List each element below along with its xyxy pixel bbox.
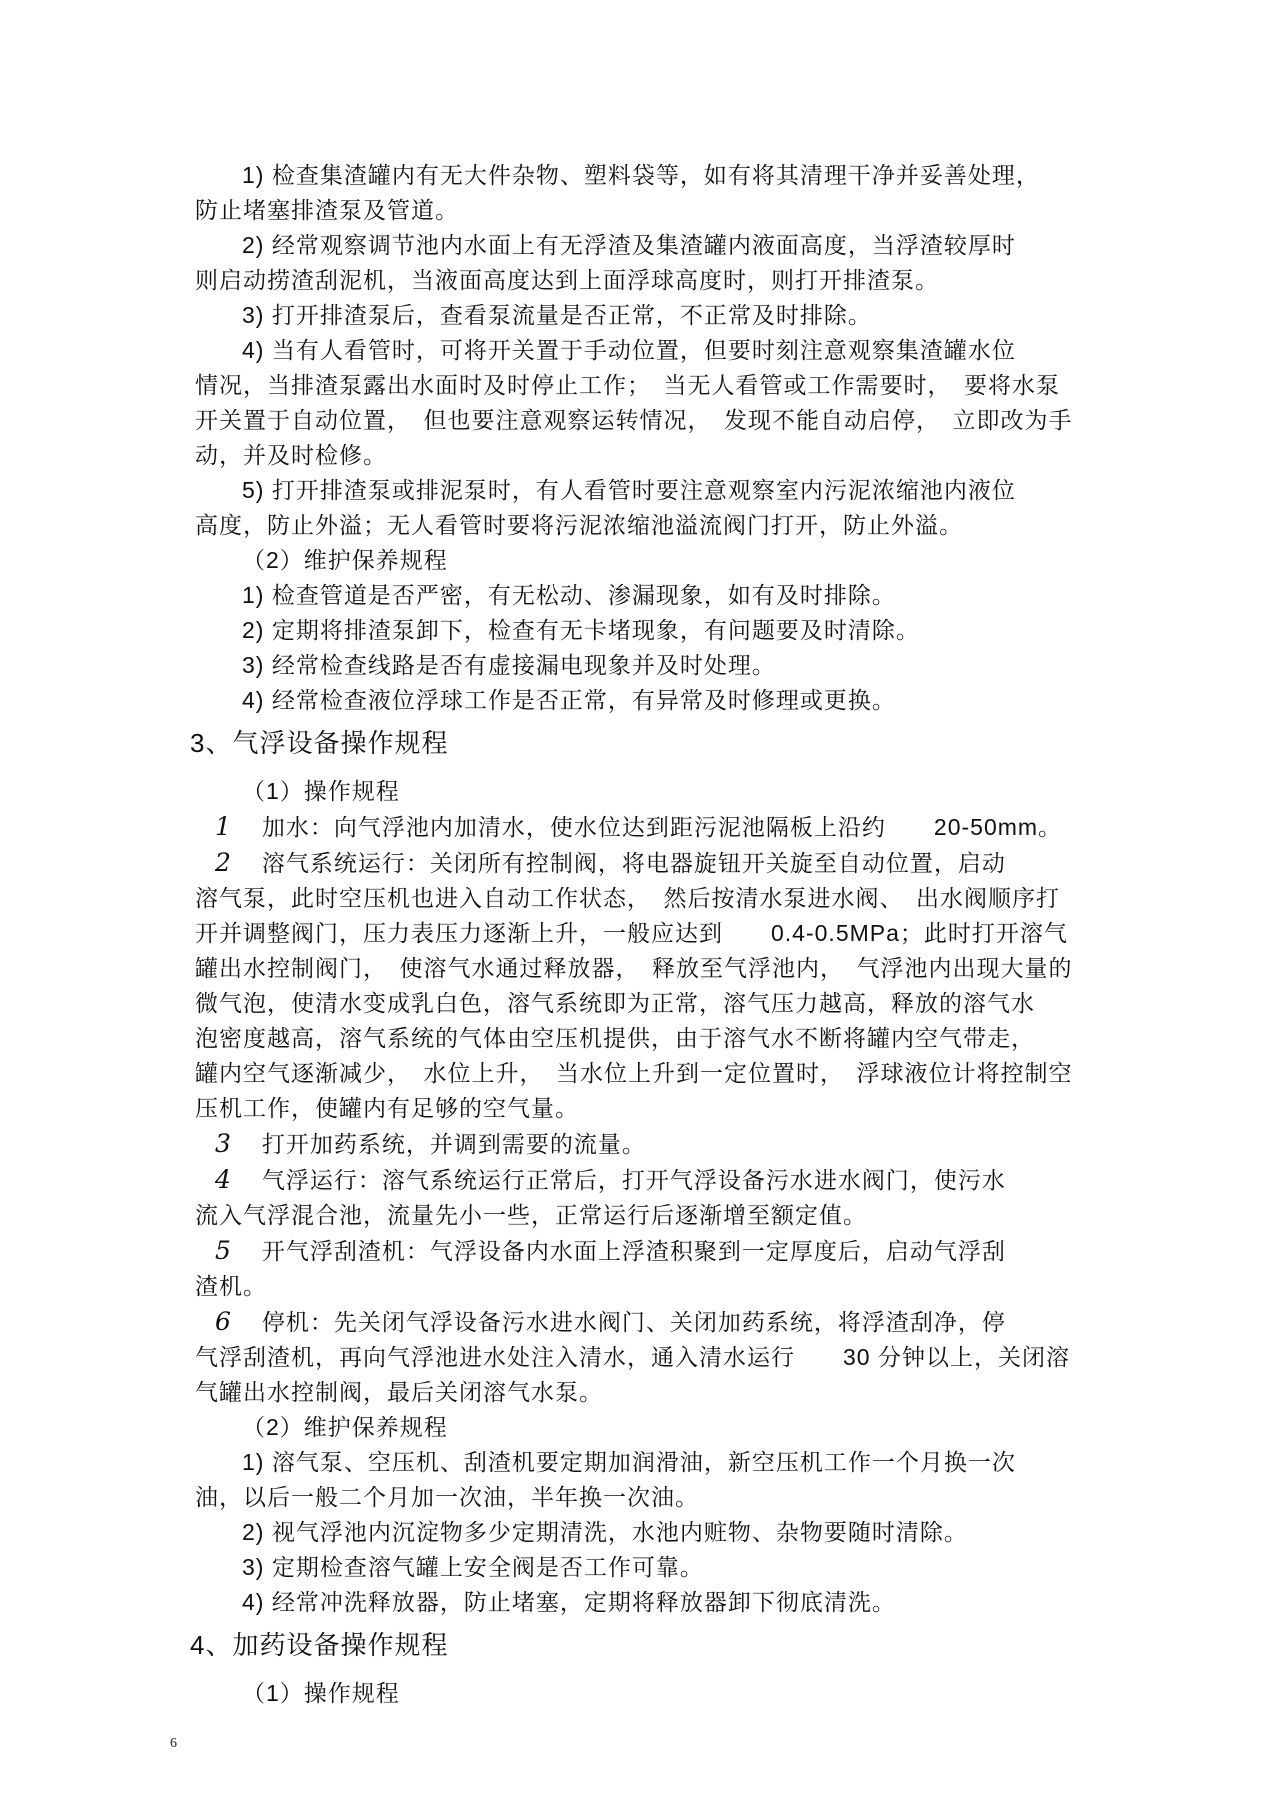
list-item-line: 1) 溶气泵、空压机、刮渣机要定期加润滑油，新空压机工作一个月换一次	[242, 1449, 1016, 1475]
list-item-text: 开气浮刮渣机：气浮设备内水面上浮渣积聚到一定厚度后，启动气浮刮	[261, 1238, 1006, 1264]
list-item-text: 加水：向气浮池内加清水，使水位达到距污泥池隔板上沿约 20-50mm。	[261, 814, 1063, 840]
list-item-line	[195, 1126, 1115, 1162]
list-item-line: 3) 经常检查线路是否有虚接漏电现象并及时处理。	[242, 652, 776, 678]
paragraph-line: 情况，当排渣泵露出水面时及时停止工作； 当无人看管或工作需要时， 要将水泵	[195, 372, 1060, 398]
list-number: 5	[215, 1236, 232, 1265]
paragraph-line: 压机工作，使罐内有足够的空气量。	[195, 1095, 579, 1121]
list-number: 6	[215, 1307, 232, 1336]
list-item-line: 4) 当有人看管时，可将开关置于手动位置，但要时刻注意观察集渣罐水位	[242, 337, 1016, 363]
paragraph-line: 气浮刮渣机，再向气浮池进水处注入清水，通入清水运行 30 分钟以上，关闭溶	[195, 1344, 1070, 1370]
paragraph-line: 罐内空气逐渐减少， 水位上升， 当水位上升到一定位置时， 浮球液位计将控制空	[195, 1060, 1073, 1086]
paragraph-line: 开关置于自动位置， 但也要注意观察运转情况， 发现不能自动启停， 立即改为手	[195, 407, 1073, 433]
list-item-text: 溶气系统运行：关闭所有控制阀，将电器旋钮开关旋至自动位置，启动	[261, 850, 1006, 876]
list-item-line	[195, 1233, 1115, 1269]
paragraph-line: 泡密度越高，溶气系统的气体由空压机提供，由于溶气水不断将罐内空气带走，	[195, 1025, 1035, 1051]
list-item-line: 1) 检查集渣罐内有无大件杂物、塑料袋等，如有将其清理干净并妥善处理，	[242, 162, 1040, 188]
subsection-heading: （2）维护保养规程	[242, 1414, 448, 1440]
list-item-text: 停机：先关闭气浮设备污水进水阀门、关闭加药系统，将浮渣刮净，停	[261, 1309, 1006, 1335]
list-item-line: 3) 打开排渣泵后，查看泵流量是否正常，不正常及时排除。	[242, 302, 872, 328]
list-item-line: 4) 经常检查液位浮球工作是否正常，有异常及时修理或更换。	[242, 687, 896, 713]
paragraph-line: 微气泡，使清水变成乳白色，溶气系统即为正常，溶气压力越高，释放的溶气水	[195, 990, 1035, 1016]
list-number: 3	[215, 1129, 232, 1158]
list-item-line	[195, 1162, 1115, 1198]
subsection-heading: （1）操作规程	[242, 1680, 400, 1706]
list-item-text: 打开加药系统，并调到需要的流量。	[261, 1131, 646, 1157]
paragraph-line: 溶气泵，此时空压机也进入自动工作状态， 然后按清水泵进水阀、 出水阀顺序打	[195, 885, 1060, 911]
paragraph-line: 则启动捞渣刮泥机，当液面高度达到上面浮球高度时，则打开排渣泵。	[195, 267, 939, 293]
list-number: 4	[215, 1165, 232, 1194]
list-item-line	[195, 1304, 1115, 1340]
list-item-line: 2) 视气浮池内沉淀物多少定期清洗，水池内赃物、杂物要随时清除。	[242, 1519, 968, 1545]
subsection-heading: （2）维护保养规程	[242, 547, 448, 573]
list-item-line: 3) 定期检查溶气罐上安全阀是否工作可靠。	[242, 1554, 704, 1580]
paragraph-line: 防止堵塞排渣泵及管道。	[195, 197, 459, 223]
paragraph-line: 气罐出水控制阀，最后关闭溶气水泵。	[195, 1379, 603, 1405]
paragraph-line: 罐出水控制阀门， 使溶气水通过释放器， 释放至气浮池内， 气浮池内出现大量的	[195, 955, 1073, 981]
paragraph-line: 开并调整阀门，压力表压力逐渐上升，一般应达到 0.4-0.5MPa；此时打开溶气	[195, 920, 1068, 946]
paragraph-line: 高度，防止外溢；无人看管时要将污泥浓缩池溢流阀门打开，防止外溢。	[195, 512, 963, 538]
section-heading: 3、气浮设备操作规程	[190, 728, 449, 758]
document-content	[190, 158, 1115, 1711]
list-item-line: 1) 检查管道是否严密，有无松动、渗漏现象，如有及时排除。	[242, 582, 896, 608]
section-heading: 4、加药设备操作规程	[190, 1630, 449, 1660]
list-item-line: 2) 经常观察调节池内水面上有无浮渣及集渣罐内液面高度，当浮渣较厚时	[242, 232, 1016, 258]
list-item-text: 气浮运行：溶气系统运行正常后，打开气浮设备污水进水阀门，使污水	[261, 1167, 1006, 1193]
list-item-line	[195, 845, 1115, 881]
paragraph-line: 油，以后一般二个月加一次油，半年换一次油。	[195, 1484, 699, 1510]
list-item-line: 5) 打开排渣泵或排泥泵时，有人看管时要注意观察室内污泥浓缩池内液位	[242, 477, 1016, 503]
page-number: 6	[170, 1736, 177, 1751]
list-number: 1	[215, 812, 232, 841]
paragraph-line: 渣机。	[195, 1273, 267, 1299]
list-item-line: 4) 经常冲洗释放器，防止堵塞，定期将释放器卸下彻底清洗。	[242, 1589, 896, 1615]
list-number: 2	[215, 848, 232, 877]
paragraph-line: 动，并及时检修。	[195, 442, 387, 468]
paragraph-line: 流入气浮混合池，流量先小一些，正常运行后逐渐增至额定值。	[195, 1202, 867, 1228]
list-item-line	[195, 809, 1115, 845]
subsection-heading: （1）操作规程	[242, 778, 400, 804]
list-item-line: 2) 定期将排渣泵卸下，检查有无卡堵现象，有问题要及时清除。	[242, 617, 920, 643]
